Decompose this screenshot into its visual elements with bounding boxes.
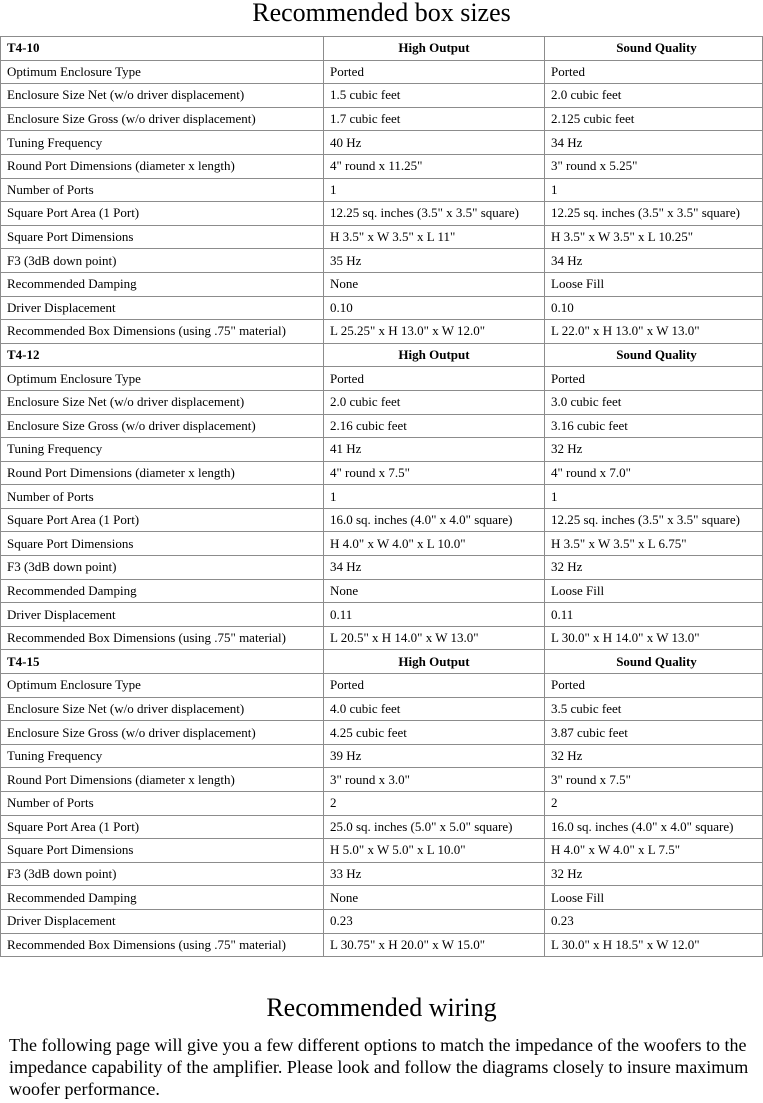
high-output-value: 1 — [324, 485, 545, 509]
spec-label: Enclosure Size Gross (w/o driver displacement) — [1, 721, 324, 745]
table-row — [1, 107, 763, 131]
model-name: T4-15 — [1, 650, 324, 674]
high-output-value: None — [324, 579, 545, 603]
high-output-value: 16.0 sq. inches (4.0" x 4.0" square) — [324, 508, 545, 532]
spec-label: Square Port Area (1 Port) — [1, 815, 324, 839]
wiring-description: The following page will give you a few different options to match the impedance of the woofers to the impedance capability of the amplifier. Please look and follow the diagrams closely to insure maximum woofer performance. — [9, 1035, 749, 1099]
column-header-high-output: High Output — [324, 650, 545, 674]
high-output-value: L 25.25" x H 13.0" x W 12.0" — [324, 320, 545, 344]
sound-quality-value: Ported — [545, 674, 763, 698]
high-output-value: 4" round x 7.5" — [324, 461, 545, 485]
spec-label: Recommended Box Dimensions (using .75" material) — [1, 320, 324, 344]
table-row — [1, 697, 763, 721]
model-header-row — [1, 37, 763, 61]
table-row — [1, 674, 763, 698]
table-row — [1, 84, 763, 108]
high-output-value: 33 Hz — [324, 862, 545, 886]
table-row — [1, 626, 763, 650]
table-row — [1, 768, 763, 792]
high-output-value: 35 Hz — [324, 249, 545, 273]
table-row — [1, 178, 763, 202]
table-row — [1, 272, 763, 296]
table-row — [1, 154, 763, 178]
high-output-value: 2 — [324, 792, 545, 816]
high-output-value: 2.0 cubic feet — [324, 390, 545, 414]
table-row — [1, 485, 763, 509]
sound-quality-value: 3.16 cubic feet — [545, 414, 763, 438]
column-header-sound-quality: Sound Quality — [545, 343, 763, 367]
sound-quality-value: 0.10 — [545, 296, 763, 320]
sound-quality-value: L 30.0" x H 14.0" x W 13.0" — [545, 626, 763, 650]
sound-quality-value: 32 Hz — [545, 744, 763, 768]
table-row — [1, 414, 763, 438]
model-name: T4-10 — [1, 37, 324, 61]
sound-quality-value: 3.5 cubic feet — [545, 697, 763, 721]
high-output-value: None — [324, 886, 545, 910]
high-output-value: 25.0 sq. inches (5.0" x 5.0" square) — [324, 815, 545, 839]
table-row — [1, 296, 763, 320]
spec-label: Square Port Dimensions — [1, 839, 324, 863]
high-output-value: 2.16 cubic feet — [324, 414, 545, 438]
sound-quality-value: H 3.5" x W 3.5" x L 10.25" — [545, 225, 763, 249]
spec-label: Recommended Damping — [1, 886, 324, 910]
spec-label: F3 (3dB down point) — [1, 249, 324, 273]
wiring-title: Recommended wiring — [266, 993, 497, 1022]
sound-quality-value: Loose Fill — [545, 272, 763, 296]
high-output-value: L 30.75" x H 20.0" x W 15.0" — [324, 933, 545, 957]
high-output-value: 34 Hz — [324, 556, 545, 580]
table-row — [1, 862, 763, 886]
sound-quality-value: 12.25 sq. inches (3.5" x 3.5" square) — [545, 508, 763, 532]
spec-label: Square Port Area (1 Port) — [1, 508, 324, 532]
spec-label: Recommended Box Dimensions (using .75" material) — [1, 626, 324, 650]
spec-label: Enclosure Size Gross (w/o driver displacement) — [1, 107, 324, 131]
spec-label: Tuning Frequency — [1, 744, 324, 768]
sound-quality-value: 34 Hz — [545, 131, 763, 155]
spec-label: Enclosure Size Net (w/o driver displacement) — [1, 697, 324, 721]
spec-label: Number of Ports — [1, 178, 324, 202]
high-output-value: 4" round x 11.25" — [324, 154, 545, 178]
table-row — [1, 131, 763, 155]
column-header-high-output: High Output — [324, 37, 545, 61]
high-output-value: 41 Hz — [324, 438, 545, 462]
table-row — [1, 721, 763, 745]
high-output-value: Ported — [324, 367, 545, 391]
sound-quality-value: 3.0 cubic feet — [545, 390, 763, 414]
column-header-sound-quality: Sound Quality — [545, 650, 763, 674]
spec-label: Enclosure Size Gross (w/o driver displacement) — [1, 414, 324, 438]
spec-label: Driver Displacement — [1, 296, 324, 320]
spec-label: F3 (3dB down point) — [1, 862, 324, 886]
table-row — [1, 532, 763, 556]
spec-label: Optimum Enclosure Type — [1, 60, 324, 84]
table-row — [1, 438, 763, 462]
sound-quality-value: H 3.5" x W 3.5" x L 6.75" — [545, 532, 763, 556]
spec-label: Square Port Area (1 Port) — [1, 202, 324, 226]
spec-label: Enclosure Size Net (w/o driver displacement) — [1, 84, 324, 108]
sound-quality-value: 1 — [545, 485, 763, 509]
sound-quality-value: H 4.0" x W 4.0" x L 7.5" — [545, 839, 763, 863]
sound-quality-value: L 30.0" x H 18.5" x W 12.0" — [545, 933, 763, 957]
sound-quality-value: 4" round x 7.0" — [545, 461, 763, 485]
spec-label: Recommended Box Dimensions (using .75" material) — [1, 933, 324, 957]
sound-quality-value: L 22.0" x H 13.0" x W 13.0" — [545, 320, 763, 344]
sound-quality-value: 32 Hz — [545, 862, 763, 886]
table-row — [1, 367, 763, 391]
spec-label: Tuning Frequency — [1, 131, 324, 155]
high-output-value: Ported — [324, 60, 545, 84]
table-row — [1, 909, 763, 933]
spec-label: Tuning Frequency — [1, 438, 324, 462]
high-output-value: 0.11 — [324, 603, 545, 627]
high-output-value: 4.0 cubic feet — [324, 697, 545, 721]
high-output-value: 39 Hz — [324, 744, 545, 768]
table-row — [1, 508, 763, 532]
high-output-value: None — [324, 272, 545, 296]
model-header-row — [1, 343, 763, 367]
sound-quality-value: 2.125 cubic feet — [545, 107, 763, 131]
sound-quality-value: Ported — [545, 367, 763, 391]
high-output-value: 1.7 cubic feet — [324, 107, 545, 131]
sound-quality-value: 1 — [545, 178, 763, 202]
table-row — [1, 60, 763, 84]
table-row — [1, 225, 763, 249]
sound-quality-value: 3" round x 7.5" — [545, 768, 763, 792]
sound-quality-value: 12.25 sq. inches (3.5" x 3.5" square) — [545, 202, 763, 226]
table-row — [1, 249, 763, 273]
table-row — [1, 933, 763, 957]
sound-quality-value: 34 Hz — [545, 249, 763, 273]
high-output-value: 1 — [324, 178, 545, 202]
spec-label: Round Port Dimensions (diameter x length) — [1, 154, 324, 178]
high-output-value: H 5.0" x W 5.0" x L 10.0" — [324, 839, 545, 863]
spec-label: Square Port Dimensions — [1, 225, 324, 249]
table-row — [1, 579, 763, 603]
sound-quality-value: 0.23 — [545, 909, 763, 933]
sound-quality-value: 2.0 cubic feet — [545, 84, 763, 108]
table-row — [1, 390, 763, 414]
page-title: Recommended box sizes — [252, 0, 511, 27]
high-output-value: H 3.5" x W 3.5" x L 11" — [324, 225, 545, 249]
spec-label: Number of Ports — [1, 485, 324, 509]
spec-label: Optimum Enclosure Type — [1, 367, 324, 391]
sound-quality-value: Loose Fill — [545, 886, 763, 910]
sound-quality-value: 2 — [545, 792, 763, 816]
spec-label: Driver Displacement — [1, 909, 324, 933]
table-row — [1, 461, 763, 485]
model-header-row — [1, 650, 763, 674]
column-header-high-output: High Output — [324, 343, 545, 367]
high-output-value: L 20.5" x H 14.0" x W 13.0" — [324, 626, 545, 650]
table-row — [1, 744, 763, 768]
spec-label: Number of Ports — [1, 792, 324, 816]
table-row — [1, 202, 763, 226]
sound-quality-value: Ported — [545, 60, 763, 84]
spec-label: Round Port Dimensions (diameter x length) — [1, 461, 324, 485]
spec-label: Recommended Damping — [1, 272, 324, 296]
table-row — [1, 320, 763, 344]
spec-label: Square Port Dimensions — [1, 532, 324, 556]
model-name: T4-12 — [1, 343, 324, 367]
table-row — [1, 603, 763, 627]
table-row — [1, 556, 763, 580]
box-sizes-table — [0, 36, 763, 957]
table-row — [1, 815, 763, 839]
high-output-value: 3" round x 3.0" — [324, 768, 545, 792]
sound-quality-value: 3.87 cubic feet — [545, 721, 763, 745]
high-output-value: 1.5 cubic feet — [324, 84, 545, 108]
table-row — [1, 839, 763, 863]
high-output-value: Ported — [324, 674, 545, 698]
spec-label: Driver Displacement — [1, 603, 324, 627]
sound-quality-value: 32 Hz — [545, 556, 763, 580]
spec-label: Optimum Enclosure Type — [1, 674, 324, 698]
high-output-value: 12.25 sq. inches (3.5" x 3.5" square) — [324, 202, 545, 226]
spec-label: Round Port Dimensions (diameter x length) — [1, 768, 324, 792]
spec-label: Enclosure Size Net (w/o driver displacement) — [1, 390, 324, 414]
spec-label: Recommended Damping — [1, 579, 324, 603]
sound-quality-value: 16.0 sq. inches (4.0" x 4.0" square) — [545, 815, 763, 839]
sound-quality-value: 3" round x 5.25" — [545, 154, 763, 178]
high-output-value: 4.25 cubic feet — [324, 721, 545, 745]
high-output-value: 0.10 — [324, 296, 545, 320]
high-output-value: 0.23 — [324, 909, 545, 933]
spec-label: F3 (3dB down point) — [1, 556, 324, 580]
sound-quality-value: 32 Hz — [545, 438, 763, 462]
sound-quality-value: 0.11 — [545, 603, 763, 627]
table-row — [1, 792, 763, 816]
column-header-sound-quality: Sound Quality — [545, 37, 763, 61]
sound-quality-value: Loose Fill — [545, 579, 763, 603]
table-row — [1, 886, 763, 910]
high-output-value: H 4.0" x W 4.0" x L 10.0" — [324, 532, 545, 556]
high-output-value: 40 Hz — [324, 131, 545, 155]
